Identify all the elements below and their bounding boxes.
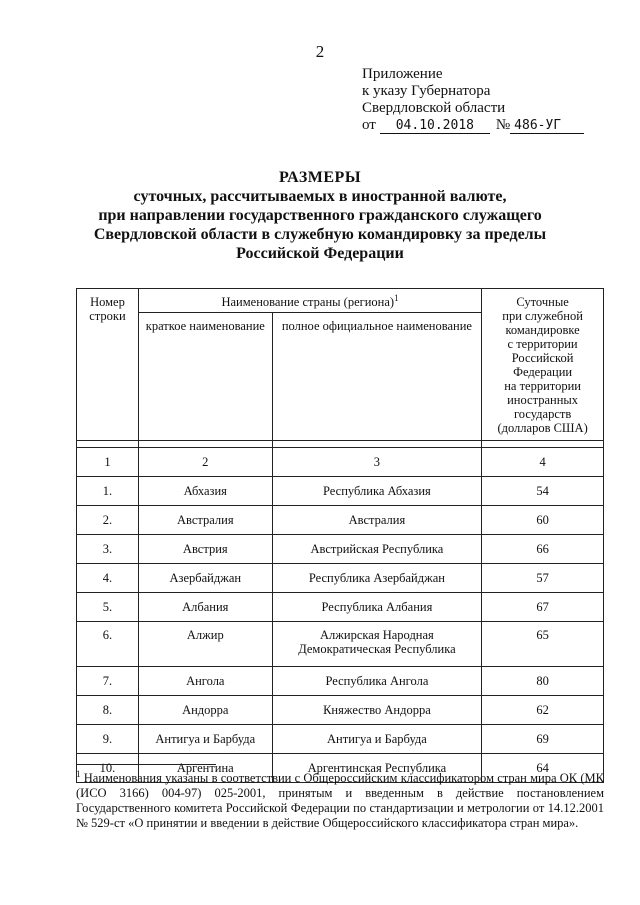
- footnote-number: 1: [76, 768, 81, 779]
- header-per-diem: Суточные при служебной командировке с территории Российской Федерации на территории иностранных государств (долларов США): [482, 289, 604, 441]
- per-diem-amount: 67: [482, 593, 604, 622]
- short-name: Абхазия: [138, 477, 272, 506]
- full-name: Республика Албания: [272, 593, 482, 622]
- short-name: Антигуа и Барбуда: [138, 725, 272, 754]
- table-row: [77, 667, 604, 696]
- date-prefix: от: [362, 117, 376, 133]
- per-diem-amount: 57: [482, 564, 604, 593]
- table-row: [77, 593, 604, 622]
- column-number-row: 1 2 3 4: [77, 448, 604, 477]
- full-name: Республика Абхазия: [272, 477, 482, 506]
- table-row: [77, 696, 604, 725]
- footnote-divider: [76, 764, 216, 765]
- per-diem-amount: 66: [482, 535, 604, 564]
- table-row: [77, 622, 604, 667]
- row-number: 9.: [77, 725, 139, 754]
- row-number: 2.: [77, 506, 139, 535]
- short-name: Албания: [138, 593, 272, 622]
- full-name: Антигуа и Барбуда: [272, 725, 482, 754]
- row-number: 3.: [77, 535, 139, 564]
- per-diem-amount: 64: [482, 754, 604, 783]
- title-heading: РАЗМЕРЫ: [278, 169, 362, 186]
- appendix-line-2: к указу Губернатора: [362, 83, 491, 99]
- table-row: [77, 725, 604, 754]
- header-full-name: полное официальное наименование: [272, 313, 482, 441]
- per-diem-amount: 54: [482, 477, 604, 506]
- full-name: Республика Азербайджан: [272, 564, 482, 593]
- title-line-2: при направлении государственного гражданского служащего: [98, 207, 542, 224]
- footnote-text: Наименования указаны в соответствии с Общероссийским классификатором стран мира ОК (МК (ИСО 3166) 004-97) 025-2001, принятым и введенным в действие постановлением Государственного комитета Российской Федерации по стандартизации и метрологии от 14.12.2001 № 529-ст «О принятии и введении в действие Общероссийского классификатора стран мира».: [76, 771, 604, 830]
- row-number: 1.: [77, 477, 139, 506]
- table-row: [77, 477, 604, 506]
- row-number: 8.: [77, 696, 139, 725]
- header-country-name: Наименование страны (региона)$^1$: [138, 289, 481, 313]
- full-name: Аргентинская Республика: [272, 754, 482, 783]
- short-name: Ангола: [138, 667, 272, 696]
- per-diem-amount: 69: [482, 725, 604, 754]
- row-number: 6.: [77, 622, 139, 667]
- number-prefix: №: [495, 117, 511, 133]
- table-row: [77, 535, 604, 564]
- title-line-3: Свердловской области в служебную командировку за пределы: [93, 226, 547, 243]
- footnote-marker: 1: [394, 292, 399, 303]
- full-name: Республика Ангола: [272, 667, 482, 696]
- per-diem-amount: 62: [482, 696, 604, 725]
- per-diem-amount: 65: [482, 622, 604, 667]
- decree-reference: [362, 117, 584, 134]
- short-name: Азербайджан: [138, 564, 272, 593]
- appendix-header: [362, 66, 584, 134]
- page-number: 2: [315, 42, 325, 61]
- row-number: 7.: [77, 667, 139, 696]
- full-name: Княжество Андорра: [272, 696, 482, 725]
- short-name: Аргентина: [138, 754, 272, 783]
- full-name: Австралия: [272, 506, 482, 535]
- full-name: Австрийская Республика: [272, 535, 482, 564]
- per-diem-table: [76, 288, 604, 783]
- document-title: [0, 168, 640, 263]
- header-short-name: краткое наименование: [138, 313, 272, 441]
- table-row: [77, 564, 604, 593]
- short-name: Андорра: [138, 696, 272, 725]
- per-diem-amount: 60: [482, 506, 604, 535]
- short-name: Алжир: [138, 622, 272, 667]
- short-name: Австрия: [138, 535, 272, 564]
- appendix-line-1: Приложение: [362, 66, 443, 82]
- table-row: [77, 506, 604, 535]
- decree-number: 486-УГ: [510, 119, 584, 134]
- full-name: Алжирская Народная Демократическая Республика: [272, 622, 482, 667]
- per-diem-amount: 80: [482, 667, 604, 696]
- decree-date: 04.10.2018: [380, 119, 490, 134]
- row-number: 10.: [77, 754, 139, 783]
- title-line-4: Российской Федерации: [236, 245, 404, 262]
- header-row-number: Номер строки: [77, 289, 139, 441]
- title-line-1: суточных, рассчитываемых в иностранной валюте,: [133, 188, 507, 205]
- row-number: 4.: [77, 564, 139, 593]
- row-number: 5.: [77, 593, 139, 622]
- appendix-line-3: Свердловской области: [362, 100, 506, 116]
- short-name: Австралия: [138, 506, 272, 535]
